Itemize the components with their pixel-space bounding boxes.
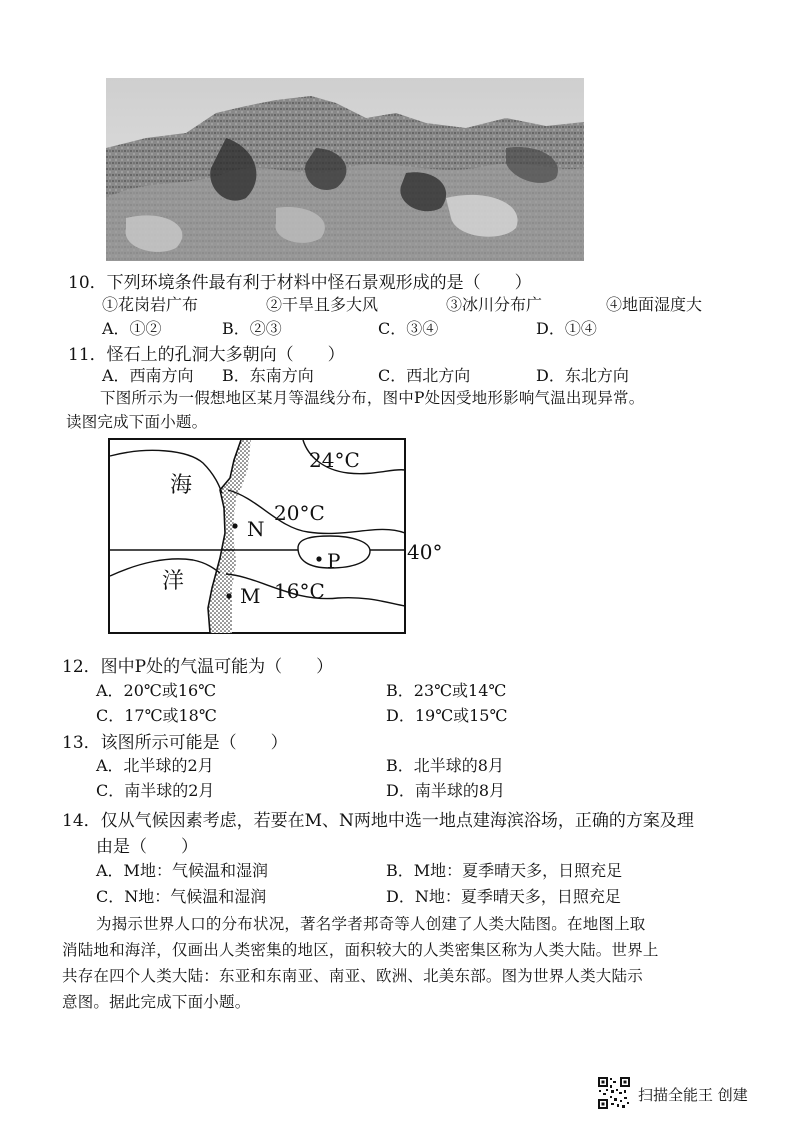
label-m: M	[240, 584, 261, 608]
q11-option-c: C．西北方向	[378, 366, 471, 385]
q14-option-d: D．N地：夏季晴天多，日照充足	[386, 887, 621, 906]
q10-item-4: ④地面湿度大	[606, 295, 703, 314]
label-40-outside: 40°	[407, 540, 443, 564]
intro1-line1: 下图所示为一假想地区某月等温线分布，图中P处因受地形影响气温出现异常。	[100, 389, 645, 407]
q12-option-d: D．19℃或15℃	[386, 706, 508, 725]
q11-stem: 11．怪石上的孔洞大多朝向（ ）	[68, 345, 345, 365]
q11-option-d: D．东北方向	[536, 366, 629, 385]
q14-option-b: B．M地：夏季晴天多，日照充足	[386, 861, 623, 880]
q11-option-b: B．东南方向	[222, 366, 314, 385]
q11-option-a: A．西南方向	[102, 366, 194, 385]
intro2-line1: 为揭示世界人口的分布状况，著名学者邦奇等人创建了人类大陆图。在地图上取	[96, 915, 646, 933]
q14-option-c: C．N地：气候温和湿润	[96, 887, 267, 906]
rock-landscape-photo	[106, 78, 584, 261]
q13-option-c: C．南半球的2月	[96, 781, 215, 800]
q10-item-2: ②干旱且多大风	[266, 295, 379, 314]
q10-item-1: ①花岗岩广布	[102, 295, 199, 314]
label-24c: 24°C	[309, 448, 360, 472]
q10-item-3: ③冰川分布广	[446, 295, 543, 314]
label-n: N	[247, 517, 265, 541]
intro1-line2: 读图完成下面小题。	[66, 413, 208, 431]
q14-stem-line1: 14．仅从气候因素考虑，若要在M、N两地中选一地点建海滨浴场，正确的方案及理	[62, 811, 694, 831]
q12-option-b: B．23℃或14℃	[386, 681, 507, 700]
label-sea-1: 海	[170, 473, 193, 498]
isotherm-map	[108, 438, 406, 634]
label-sea-2: 洋	[162, 569, 185, 594]
label-16c: 16°C	[274, 579, 325, 603]
q10-option-a: A．①②	[102, 319, 162, 338]
q12-option-c: C．17℃或18℃	[96, 706, 217, 725]
q13-stem: 13．该图所示可能是（ ）	[62, 733, 288, 753]
q13-option-d: D．南半球的8月	[386, 781, 506, 800]
q12-stem: 12．图中P处的气温可能为（ ）	[62, 657, 334, 677]
q14-option-a: A．M地：气候温和湿润	[96, 861, 268, 880]
intro2-line4: 意图。据此完成下面小题。	[62, 993, 251, 1011]
q10-option-d: D．①④	[536, 319, 597, 338]
q10-stem: 10．下列环境条件最有利于材料中怪石景观形成的是（ ）	[68, 273, 532, 293]
scanner-watermark: 扫描全能王 创建	[638, 1086, 748, 1104]
q14-stem-line2: 由是（ ）	[96, 837, 198, 857]
point-m-dot	[226, 593, 231, 598]
q10-option-c: C．③④	[378, 319, 439, 338]
q10-option-b: B．②③	[222, 319, 282, 338]
label-p: P	[327, 549, 341, 573]
q12-option-a: A．20℃或16℃	[96, 681, 217, 700]
qr-code-icon	[597, 1076, 631, 1110]
q13-option-a: A．北半球的2月	[96, 756, 214, 775]
point-p-dot	[316, 556, 321, 561]
intro2-line3: 共存在四个人类大陆：东亚和东南亚、南亚、欧洲、北美东部。图为世界人类大陆示	[62, 967, 643, 985]
point-n-dot	[232, 523, 237, 528]
intro2-line2: 消陆地和海洋，仅画出人类密集的地区，面积较大的人类密集区称为人类大陆。世界上	[62, 941, 659, 959]
q13-option-b: B．北半球的8月	[386, 756, 504, 775]
label-20c: 20°C	[274, 501, 325, 525]
